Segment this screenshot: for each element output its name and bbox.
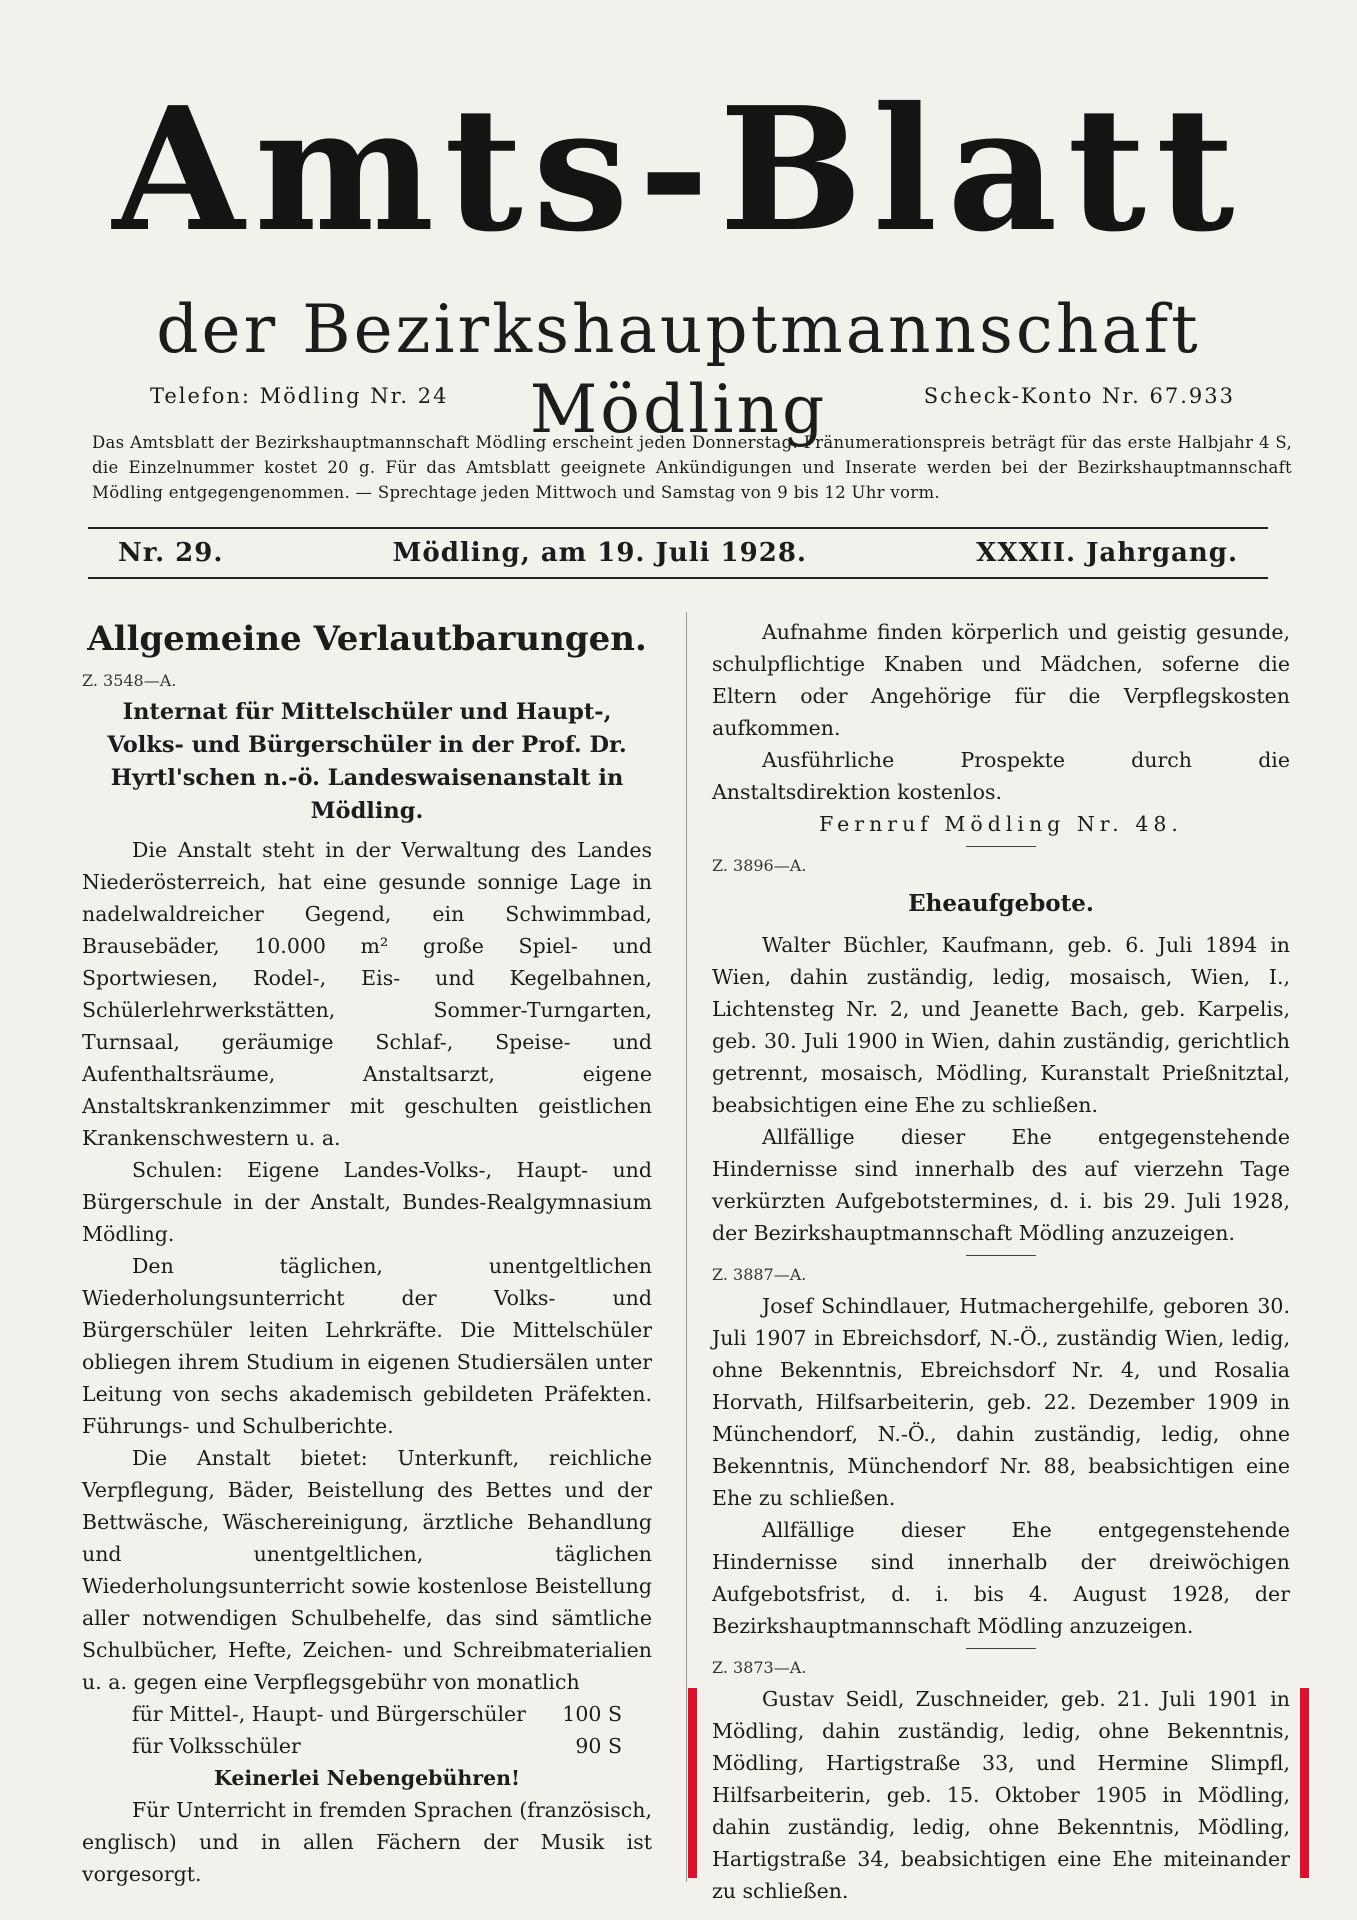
highlight-marker-left (688, 1688, 697, 1878)
issue-bar (88, 527, 1268, 579)
cheque-account: Scheck-Konto Nr. 67.933 (923, 384, 1235, 408)
issue-place-date: Mödling, am 19. Juli 1928. (392, 538, 807, 568)
left-column (82, 616, 652, 1890)
objection-note: Allfällige dieser Ehe entgegenstehende Hindernisse sind innerhalb des auf vierzehn Tage verkürzten Aufgebotstermines, d. i. bis 29. Juli 1928, der Bezirkshauptmannschaft Mödling anzuzeigen. (712, 1125, 1290, 1245)
phone-info: Telefon: Mödling Nr. 24 (150, 384, 449, 408)
column-divider (686, 612, 687, 1882)
paragraph: Den täglichen, unentgeltlichen Wiederholungsunterricht der Volks- und Bürgerschüler leiten Lehrkräfte. Die Mittelschüler obliegen ihrem Studium in eigenen Studiersälen unter Leitung von sechs akademisch gebildeten Präfekten. Führungs- und Schulberichte. (82, 1254, 652, 1438)
divider-rule (966, 846, 1036, 847)
banns-heading: Eheaufgebote. (908, 890, 1094, 917)
issue-volume: XXXII. Jahrgang. (976, 538, 1238, 568)
fee-label: für Mittel-, Haupt- und Bürgerschüler (132, 1702, 526, 1726)
fee-value: 100 S (562, 1702, 622, 1726)
masthead-subtitle: der Bezirkshauptmannschaft Mödling (156, 291, 1201, 448)
fee-label: für Volksschüler (132, 1734, 301, 1758)
reference-number: Z. 3896—A. (712, 856, 807, 875)
paragraph: Für Unterricht in fremden Sprachen (französisch, englisch) und in allen Fächern der Musik ist vorgesorgt. (82, 1798, 652, 1886)
divider-rule (966, 1255, 1036, 1256)
banns-entry: Josef Schindlauer, Hutmachergehilfe, geboren 30. Juli 1907 in Ebreichsdorf, N.-Ö., zuständig Wien, ledig, ohne Bekenntnis, Ebreichsdorf Nr. 4, und Rosalia Horvath, Hilfsarbeiterin, geb. 22. Dezember 1909 in Münchendorf, N.-Ö., dahin zuständig, ledig, ohne Bekenntnis, Münchendorf Nr. 88, beabsichtigen eine Ehe zu schließen. (712, 1294, 1290, 1510)
contact-row (150, 384, 1235, 408)
reference-number: Z. 3887—A. (712, 1265, 807, 1284)
right-column (712, 616, 1290, 1907)
no-fees-note: Keinerlei Nebengebühren! (213, 1766, 521, 1790)
paragraph: Schulen: Eigene Landes-Volks-, Haupt- und Bürgerschule in der Anstalt, Bundes-Realgymnasium Mödling. (82, 1158, 652, 1246)
objection-note: Allfällige dieser Ehe entgegenstehende Hindernisse sind innerhalb der dreiwöchigen Aufgebotsfrist, d. i. bis 4. August 1928, der Bezirkshauptmannschaft Mödling anzuzeigen. (712, 1518, 1290, 1638)
paragraph: Aufnahme finden körperlich und geistig gesunde, schulpflichtige Knaben und Mädchen, soferne die Eltern oder Angehörige für die Verpflegskosten aufkommen. (712, 620, 1290, 740)
highlight-marker-right (1300, 1688, 1309, 1878)
fee-row (82, 1698, 652, 1730)
fee-value: 90 S (575, 1734, 622, 1758)
masthead-title: Amts-Blatt (112, 70, 1245, 270)
reference-number: Z. 3548—A. (82, 671, 177, 690)
paragraph: Die Anstalt bietet: Unterkunft, reichliche Verpflegung, Bäder, Beistellung des Bettes und der Bettwäsche, Wäschereinigung, ärztliche Behandlung und unentgeltlichen, täglichen Wiederholungsunterricht sowie kostenlose Beistellung aller notwendigen Schulbehelfe, das sind sämtliche Schulbücher, Hefte, Zeichen- und Schreibmaterialien u. a. gegen eine Verpflegsgebühr von monatlich (82, 1446, 652, 1694)
phone-line: Fernruf Mödling Nr. 48. (819, 812, 1183, 836)
highlighted-banns-entry: Gustav Seidl, Zuschneider, geb. 21. Juli 1901 in Mödling, dahin zuständig, ledig, ohne Bekenntnis, Mödling, Hartigstraße 33, und Hermine Slimpfl, Hilfsarbeiterin, geb. 15. Oktober 1905 in Mödling, dahin zuständig, ledig, ohne Bekenntnis, Mödling, Hartigstraße 34, beabsichtigen eine Ehe miteinander zu schließen. (712, 1687, 1290, 1903)
section-heading: Allgemeine Verlautbarungen. (87, 619, 647, 659)
reference-number: Z. 3873—A. (712, 1658, 807, 1677)
notice-title: Internat für Mittelschüler und Haupt-, Volks- und Bürgerschüler in der Prof. Dr. Hyrtl'schen n.-ö. Landeswaisenanstalt in Mödling. (107, 699, 627, 824)
banns-entry: Walter Büchler, Kaufmann, geb. 6. Juli 1894 in Wien, dahin zuständig, ledig, mosaisch, Wien, I., Lichtensteg Nr. 2, und Jeanette Bach, geb. Karpelis, geb. 30. Juli 1900 in Wien, dahin zuständig, gerichtlich getrennt, mosaisch, Mödling, Kuranstalt Prießnitztal, beabsichtigen eine Ehe zu schließen. (712, 933, 1290, 1117)
issue-number: Nr. 29. (118, 538, 224, 568)
publication-notice: Das Amtsblatt der Bezirkshauptmannschaft Mödling erscheint jeden Donnerstag. Pränumerationspreis beträgt für das erste Halbjahr 4 S, die Einzelnummer kostet 20 g. Für das Amtsblatt geeignete Ankündigungen und Inserate werden bei der Bezirkshauptmannschaft Mödling entgegengenommen. — Sprechtage jeden Mittwoch und Samstag von 9 bis 12 Uhr vorm. (92, 433, 1292, 502)
paragraph: Die Anstalt steht in der Verwaltung des Landes Niederösterreich, hat eine gesunde sonnige Lage in nadelwaldreicher Gegend, ein Schwimmbad, Brausebäder, 10.000 m² große Spiel- und Sportwiesen, Rodel-, Eis- und Kegelbahnen, Schülerlehrwerkstätten, Sommer-Turngarten, Turnsaal, geräumige Schlaf-, Speise- und Aufenthaltsräume, Anstaltsarzt, eigene Anstaltskrankenzimmer mit geschulten geistlichen Krankenschwestern u. a. (82, 838, 652, 1150)
paragraph: Ausführliche Prospekte durch die Anstaltsdirektion kostenlos. (712, 748, 1290, 804)
divider-rule (966, 1648, 1036, 1649)
masthead (0, 70, 1357, 270)
fee-row (82, 1730, 652, 1762)
